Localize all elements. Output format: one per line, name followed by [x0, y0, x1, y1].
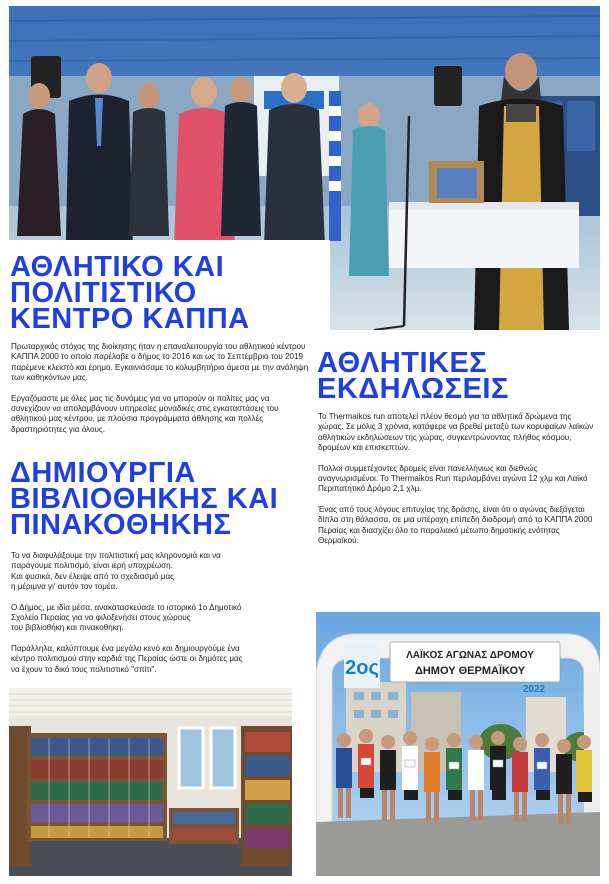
section-title-sports-events: ΑΘΛΗΤΙΚΕΣ ΕΚΔΗΛΩΣΕΙΣ — [317, 347, 509, 405]
race-year: 2022 — [522, 684, 546, 695]
section2-paragraph: Παράλληλα, καλύπτουμε ένα μεγάλο κενό και δημιουργούμε ένα κέντρο πολιτισμού στην καρδιά της Περαίας ώστε οι δημότες μας να έχουν το δικό τους πολιτιστικό "σπίτι". — [11, 643, 243, 674]
section1-body — [11, 342, 309, 445]
section2-paragraph: Ο Δήμος, με ιδία μέσα, ανακατασκεύασε το ιστορικό 1ο Δημοτικό Σχολείο Περαίας για να φιλοξενήσει στους χώρους του βιβλιοθήκη και πινακοθήκη. — [11, 602, 242, 633]
section2-paragraph: Το να διαφυλάξουμε την πολιτιστική μας κληρονομιά και να παράγουμε πολιτισμό, είναι ιερή υποχρέωση. Και φυσικά, δεν έλειψε από το σχεδιασμό μας η μέριμνα γι' αυτόν τον τομέα. — [11, 551, 221, 592]
race-ordinal: 2ος — [345, 657, 379, 679]
section1-paragraph: Εργαζόμαστε με όλες μας τις δυνάμεις για να μπορούν οι πολίτες μας να συνεχίζουν να απολαμβάνουν υπηρεσίες μοναδικές στις εγκαταστάσεις του αθλητικού μας κέντρου, με πλούσια προγράμματα άθλησης και πολλές δραστηριότητες για όλους. — [11, 393, 279, 434]
race-title-line1: ΛΑΪΚΟΣ ΑΓΩΝΑΣ ΔΡΟΜΟΥ — [406, 650, 534, 661]
library-photo-illustration — [9, 688, 292, 876]
section-title-library-gallery: ΔΗΜΙΟΥΡΓΙΑ ΒΙΒΛΙΟΘΗΚΗΣ ΚΑΙ ΠΙΝΑΚΟΘΗΚΗΣ — [10, 457, 279, 541]
section3-paragraph: Ένας από τους λόγους επιτυχίας της δράσης, είναι ότι ο αγώνας διεξάγεται δίπλα στη θάλασσα, σε μια υπέροχη επίπεδη διαδρομή από το ΚΑΠΠΑ 2000 Περαίας και διασχίζει όλο το παραλιακό μέτωπο δημοτικής ενότητας Θερμαϊκού. — [318, 504, 593, 546]
section3-paragraph: Το Thermaikos run αποτελεί πλέον θεσμό για τα αθλητικά δρώμενα της χώρας. Σε μόλις 3 χρόνια, κατάφερε να βρεθεί μεταξύ των κορυφαίων λαϊκών αθλητικών εκδηλώσεων της χώρας, συγκεντρώνοντας πλήθος κόσμου, δρομέων και επισκεπτών. — [318, 412, 594, 453]
race-photo-illustration — [316, 612, 600, 876]
section3-paragraph: Πολλοί συμμετέχοντες δρομείς είναι πανελλήνιως και διεθνώς αναγνωρισμένοι. Το Thermaikos Run περιλαμβάνει αγώνα 12 χλμ και Λαϊκό Περιπατητικό Δρόμο 2,1 χλμ. — [318, 463, 588, 494]
section1-paragraph: Πρωταρχικός στόχος της διοίκησης ήταν η επαναλειτουργία του αθλητικού κέντρου ΚΑΠΠΑ 2000 το οποίο παρέλαβε ο δήμος το 2016 και ως το Σεπτέμβριο του 2019 παρέμενε κλειστό και έρημο. Εγκαινιάσαμε το κολυμβητήριο άμεσα με την ανάληψη των καθηκόντων μας. — [11, 342, 309, 383]
section-title-sports-cultural-center: ΑΘΛΗΤΙΚΟ ΚΑΙ ΠΟΛΙΤΙΣΤΙΚΟ ΚΕΝΤΡΟ ΚΑΠΠΑ — [10, 251, 250, 335]
race-photo — [316, 612, 600, 876]
library-photo — [9, 688, 292, 876]
section3-body — [318, 412, 598, 556]
race-title-line2: ΔΗΜΟΥ ΘΕΡΜΑΪΚΟΥ — [414, 665, 526, 677]
section2-body — [11, 551, 311, 685]
